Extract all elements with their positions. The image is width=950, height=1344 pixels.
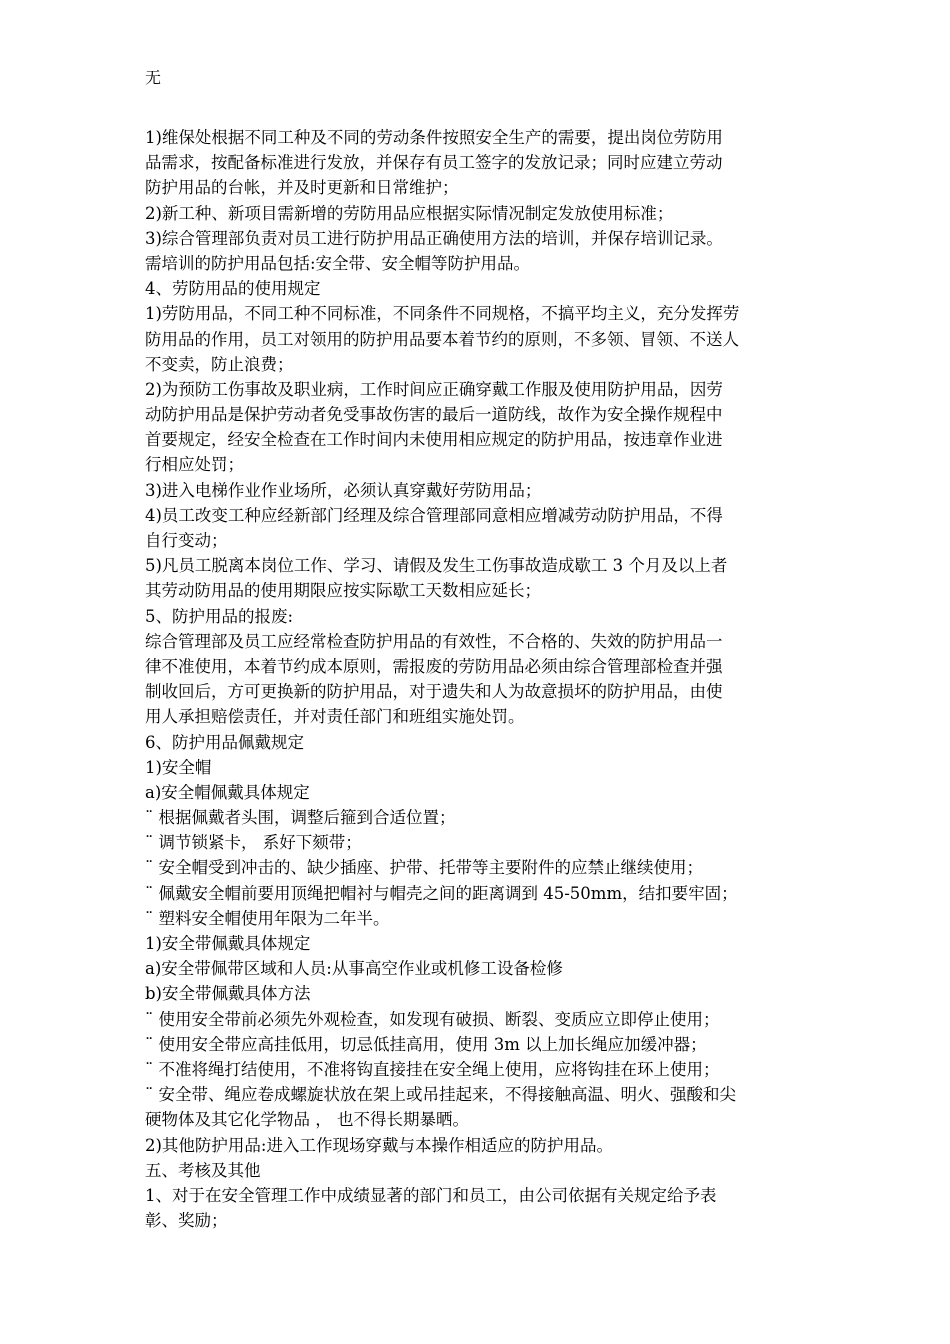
- text-line: 用人承担赔偿责任，并对责任部门和班组实施处罚。: [145, 707, 525, 727]
- text-line: 综合管理部及员工应经常检查防护用品的有效性，不合格的、失效的防护用品一: [145, 631, 723, 651]
- text-line: 硬物体及其它化学物品 ， 也不得长期暴晒。: [145, 1110, 469, 1130]
- text-line: 1)劳防用品，不同工种不同标准，不同条件不同规格，不搞平均主义，充分发挥劳: [145, 304, 740, 324]
- text-line: 彰、奖励；: [145, 1211, 228, 1231]
- text-line: 2)其他防护用品:进入工作现场穿戴与本操作相适应的防护用品。: [145, 1135, 613, 1155]
- text-line: 不变卖，防止浪费；: [145, 354, 294, 374]
- text-line: 制收回后，方可更换新的防护用品，对于遗失和人为故意损坏的防护用品，由使: [145, 682, 723, 702]
- text-line: 首要规定，经安全检查在工作时间内未使用相应规定的防护用品，按违章作业进: [145, 430, 723, 450]
- text-line: ¨ 不准将绳打结使用，不准将钩直接挂在安全绳上使用，应将钩挂在环上使用；: [145, 1059, 720, 1079]
- text-line: ¨ 根据佩戴者头围，调整后箍到合适位置；: [145, 808, 456, 828]
- text-line: b)安全带佩戴具体方法: [145, 984, 311, 1004]
- text-line: ¨ 佩戴安全帽前要用顶绳把帽衬与帽壳之间的距离调到 45-50mm，结扣要牢固；: [145, 883, 738, 903]
- text-line: 1)维保处根据不同工种及不同的劳动条件按照安全生产的需要，提出岗位劳防用: [145, 128, 723, 147]
- text-line: 4)员工改变工种应经新部门经理及综合管理部同意相应增减劳动防护用品，不得: [145, 505, 723, 525]
- text-line: 其劳动防用品的使用期限应按实际歇工天数相应延长；: [145, 581, 541, 601]
- text-line: 6、防护用品佩戴规定: [145, 732, 304, 752]
- text-line: 5)凡员工脱离本岗位工作、学习、请假及发生工伤事故造成歇工 3 个月及以上者: [145, 556, 728, 576]
- text-line: 4、劳防用品的使用规定: [145, 279, 321, 299]
- text-line: ¨ 使用安全带前必须先外观检查，如发现有破损、断裂、变质应立即停止使用；: [145, 1009, 720, 1029]
- text-line: 3)进入电梯作业作业场所，必须认真穿戴好劳防用品；: [145, 480, 542, 500]
- text-line: 需培训的防护用品包括:安全带、安全帽等防护用品。: [145, 253, 531, 273]
- text-line: 品需求，按配备标准进行发放，并保存有员工签字的发放记录；同时应建立劳动: [145, 153, 723, 173]
- text-line: ¨ 安全带、绳应卷成螺旋状放在架上或吊挂起来，不得接触高温、明火、强酸和尖: [145, 1085, 736, 1105]
- text-line: a)安全带佩带区域和人员:从事高空作业或机修工设备检修: [145, 959, 563, 979]
- text-line: 1、对于在安全管理工作中成绩显著的部门和员工，由公司依据有关规定给予表: [145, 1185, 717, 1205]
- text-line: 1)安全带佩戴具体规定: [145, 934, 311, 953]
- text-line: ¨ 调节锁紧卡， 系好下颏带；: [145, 833, 362, 853]
- text-line: 律不准使用，本着节约成本原则，需报废的劳防用品必须由综合管理部检查并强: [145, 656, 723, 676]
- text-line: 防用品的作用，员工对领用的防护用品要本着节约的原则，不多领、冒领、不送人: [145, 329, 739, 349]
- text-line: 自行变动；: [145, 531, 228, 550]
- text-line: a)安全帽佩戴具体规定: [145, 782, 310, 802]
- text-line: 1)安全帽: [145, 757, 212, 777]
- text-line: ¨ 塑料安全帽使用年限为二年半。: [145, 908, 390, 928]
- text-line: 行相应处罚；: [145, 455, 244, 475]
- page-header: 无: [145, 68, 162, 87]
- text-line: 2)新工种、新项目需新增的劳防用品应根据实际情况制定发放使用标准；: [145, 203, 674, 223]
- text-line: 3)综合管理部负责对员工进行防护用品正确使用方法的培训，并保存培训记录。: [145, 228, 723, 248]
- text-line: 2)为预防工伤事故及职业病，工作时间应正确穿戴工作服及使用防护用品，因劳: [145, 379, 723, 399]
- text-line: ¨ 安全帽受到冲击的、缺少插座、护带、托带等主要附件的应禁止继续使用；: [145, 858, 703, 878]
- text-line: 5、防护用品的报废:: [145, 606, 294, 626]
- text-line: ¨ 使用安全带应高挂低用，切忌低挂高用，使用 3m 以上加长绳应加缓冲器；: [145, 1034, 707, 1054]
- text-line: 防护用品的台帐，并及时更新和日常维护；: [145, 178, 459, 198]
- document-body: [145, 125, 813, 1233]
- text-line: 动防护用品是保护劳动者免受事故伤害的最后一道防线，故作为安全操作规程中: [145, 405, 723, 425]
- text-line: 五、考核及其他: [145, 1160, 261, 1180]
